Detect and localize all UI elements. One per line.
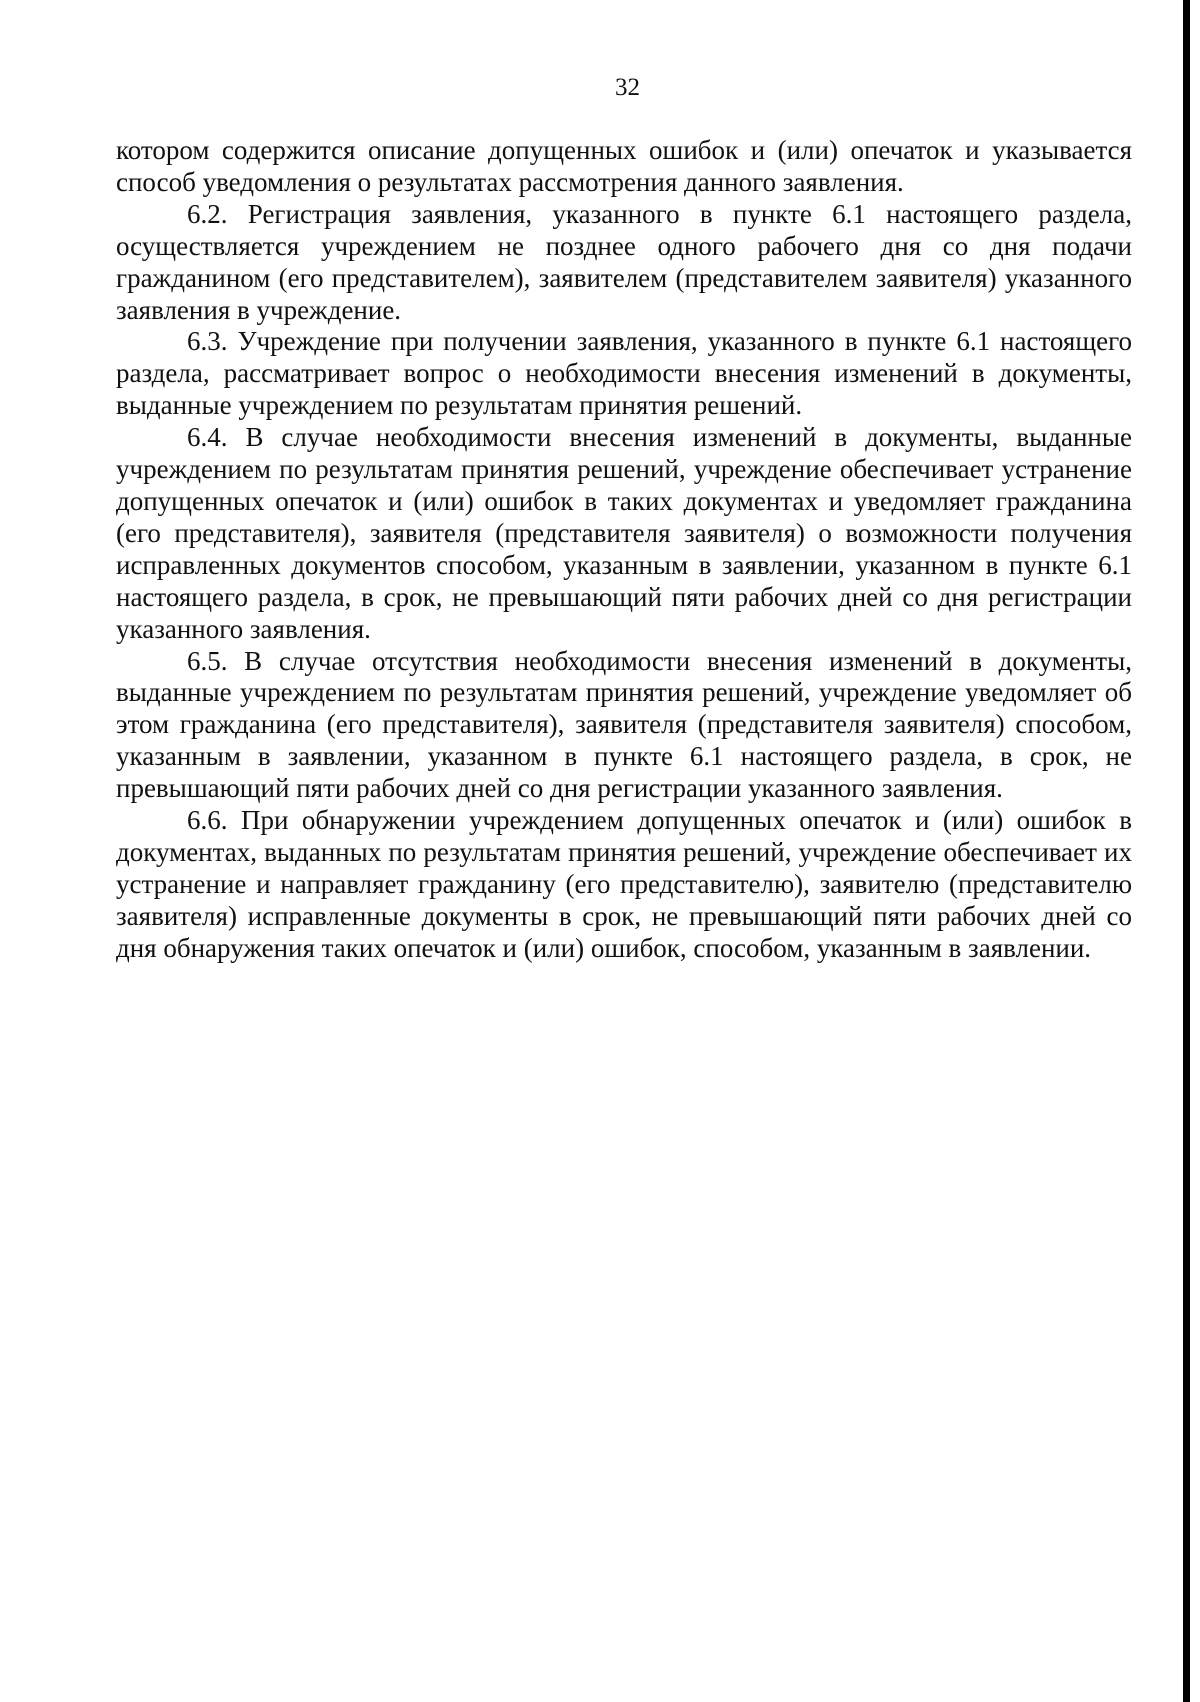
page-number: 32 <box>615 74 640 101</box>
document-body <box>116 135 1132 965</box>
paragraph-continuation: котором содержится описание допущенных ошибок и (или) опечаток и указывается способ уведомления о результатах рассмотрения данного заявления. <box>116 135 1132 197</box>
paragraph-6-6: 6.6. При обнаружении учреждением допущенных опечаток и (или) ошибок в документах, выданных по результатам принятия решений, учреждение обеспечивает их устранение и направляет гражданину (его представителю), заявителю (представителю заявителя) исправленные документы в срок, не превышающий пяти рабочих дней со дня обнаружения таких опечаток и (или) ошибок, способом, указанным в заявлении. <box>116 805 1132 963</box>
paragraph-6-3: 6.3. Учреждение при получении заявления, указанного в пункте 6.1 настоящего раздела, рассматривает вопрос о необходимости внесения изменений в документы, выданные учреждением по результатам принятия решений. <box>116 326 1132 421</box>
paragraph-6-4: 6.4. В случае необходимости внесения изменений в документы, выданные учреждением по результатам принятия решений, учреждение обеспечивает устранение допущенных опечаток и (или) ошибок в таких документах и уведомляет гражданина (его представителя), заявителя (представителя заявителя) о возможности получения исправленных документов способом, указанным в заявлении, указанном в пункте 6.1 настоящего раздела, в срок, не превышающий пяти рабочих дней со дня регистрации указанного заявления. <box>116 422 1132 644</box>
paragraph-6-2: 6.2. Регистрация заявления, указанного в пункте 6.1 настоящего раздела, осуществляется учреждением не позднее одного рабочего дня со дня подачи гражданином (его представителем), заявителем (представителем заявителя) указанного заявления в учреждение. <box>116 198 1132 325</box>
scan-edge-shadow <box>1183 0 1190 1702</box>
paragraph-6-5: 6.5. В случае отсутствия необходимости внесения изменений в документы, выданные учреждением по результатам принятия решений, учреждение уведомляет об этом гражданина (его представителя), заявителя (представителя заявителя) способом, указанным в заявлении, указанном в пункте 6.1 настоящего раздела, в срок, не превышающий пяти рабочих дней со дня регистрации указанного заявления. <box>116 645 1132 804</box>
